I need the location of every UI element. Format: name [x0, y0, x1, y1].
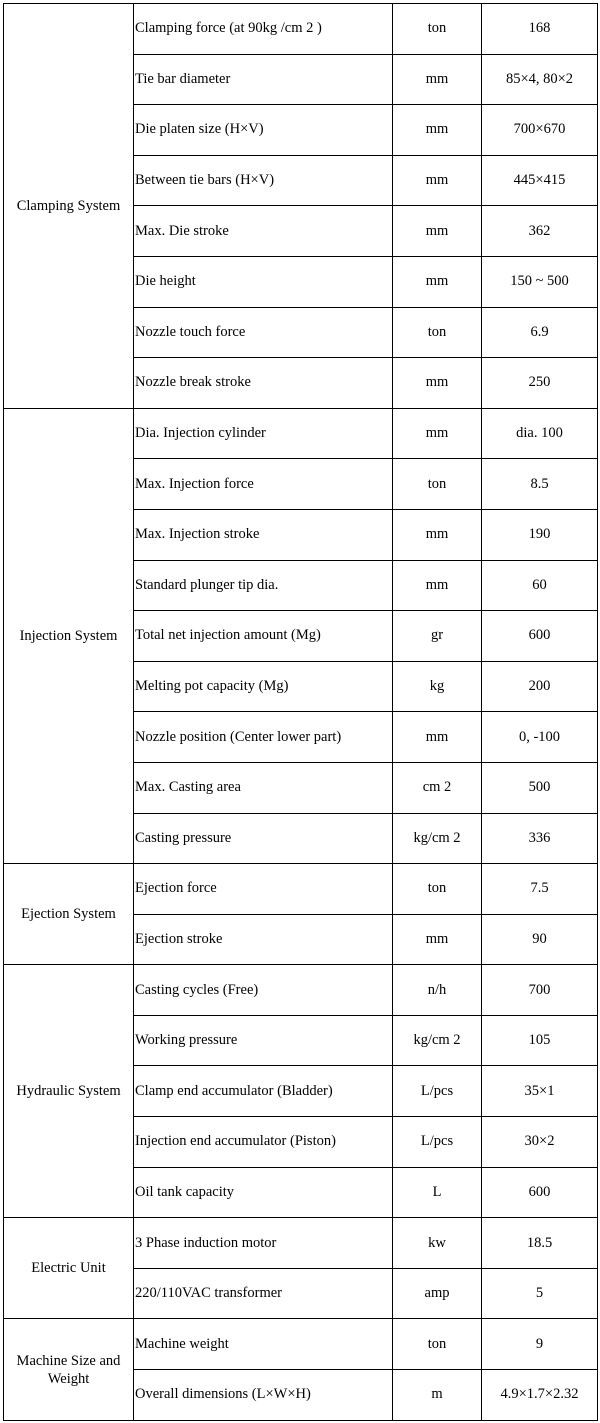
unit-cell: L/pcs — [393, 1066, 482, 1117]
unit-cell: mm — [393, 105, 482, 156]
value-cell: 60 — [482, 560, 598, 611]
parameter-cell: Nozzle position (Center lower part) — [134, 712, 393, 763]
parameter-cell: Clamping force (at 90kg /cm 2 ) — [134, 4, 393, 55]
value-cell: 5 — [482, 1268, 598, 1319]
value-cell: 362 — [482, 206, 598, 257]
unit-cell: kg — [393, 661, 482, 712]
value-cell: 0, -100 — [482, 712, 598, 763]
parameter-cell: Die height — [134, 256, 393, 307]
parameter-cell: Injection end accumulator (Piston) — [134, 1117, 393, 1168]
unit-cell: gr — [393, 611, 482, 662]
parameter-cell: Max. Die stroke — [134, 206, 393, 257]
unit-cell: mm — [393, 54, 482, 105]
value-cell: 7.5 — [482, 864, 598, 915]
value-cell: 30×2 — [482, 1117, 598, 1168]
unit-cell: m — [393, 1370, 482, 1421]
parameter-cell: Melting pot capacity (Mg) — [134, 661, 393, 712]
parameter-cell: Die platen size (H×V) — [134, 105, 393, 156]
value-cell: 8.5 — [482, 459, 598, 510]
value-cell: 6.9 — [482, 307, 598, 358]
value-cell: 85×4, 80×2 — [482, 54, 598, 105]
unit-cell: kg/cm 2 — [393, 1015, 482, 1066]
group-label: Ejection System — [4, 864, 134, 965]
parameter-cell: Machine weight — [134, 1319, 393, 1370]
table-row — [4, 965, 598, 1016]
parameter-cell: Overall dimensions (L×W×H) — [134, 1370, 393, 1421]
parameter-cell: 220/110VAC transformer — [134, 1268, 393, 1319]
unit-cell: mm — [393, 509, 482, 560]
value-cell: 18.5 — [482, 1218, 598, 1269]
value-cell: 105 — [482, 1015, 598, 1066]
unit-cell: kg/cm 2 — [393, 813, 482, 864]
value-cell: 500 — [482, 762, 598, 813]
value-cell: dia. 100 — [482, 408, 598, 459]
value-cell: 150 ~ 500 — [482, 256, 598, 307]
unit-cell: L/pcs — [393, 1117, 482, 1168]
table-row — [4, 1319, 598, 1370]
parameter-cell: 3 Phase induction motor — [134, 1218, 393, 1269]
spec-table — [3, 3, 598, 1421]
unit-cell: ton — [393, 459, 482, 510]
unit-cell: mm — [393, 408, 482, 459]
group-label: Machine Size and Weight — [4, 1319, 134, 1420]
unit-cell: amp — [393, 1268, 482, 1319]
parameter-cell: Standard plunger tip dia. — [134, 560, 393, 611]
unit-cell: mm — [393, 256, 482, 307]
spec-table-body — [4, 4, 598, 1421]
table-row — [4, 408, 598, 459]
group-label: Hydraulic System — [4, 965, 134, 1218]
parameter-cell: Tie bar diameter — [134, 54, 393, 105]
parameter-cell: Ejection stroke — [134, 914, 393, 965]
parameter-cell: Nozzle break stroke — [134, 358, 393, 409]
parameter-cell: Clamp end accumulator (Bladder) — [134, 1066, 393, 1117]
unit-cell: mm — [393, 560, 482, 611]
value-cell: 168 — [482, 4, 598, 55]
value-cell: 700×670 — [482, 105, 598, 156]
unit-cell: mm — [393, 358, 482, 409]
unit-cell: ton — [393, 864, 482, 915]
value-cell: 35×1 — [482, 1066, 598, 1117]
group-label: Clamping System — [4, 4, 134, 409]
unit-cell: n/h — [393, 965, 482, 1016]
value-cell: 250 — [482, 358, 598, 409]
unit-cell: mm — [393, 206, 482, 257]
value-cell: 9 — [482, 1319, 598, 1370]
parameter-cell: Max. Injection stroke — [134, 509, 393, 560]
value-cell: 445×415 — [482, 155, 598, 206]
value-cell: 700 — [482, 965, 598, 1016]
parameter-cell: Working pressure — [134, 1015, 393, 1066]
unit-cell: mm — [393, 914, 482, 965]
unit-cell: cm 2 — [393, 762, 482, 813]
unit-cell: L — [393, 1167, 482, 1218]
unit-cell: kw — [393, 1218, 482, 1269]
parameter-cell: Total net injection amount (Mg) — [134, 611, 393, 662]
table-row — [4, 4, 598, 55]
parameter-cell: Nozzle touch force — [134, 307, 393, 358]
table-row — [4, 1218, 598, 1269]
value-cell: 190 — [482, 509, 598, 560]
parameter-cell: Dia. Injection cylinder — [134, 408, 393, 459]
value-cell: 4.9×1.7×2.32 — [482, 1370, 598, 1421]
unit-cell: mm — [393, 155, 482, 206]
value-cell: 200 — [482, 661, 598, 712]
parameter-cell: Casting pressure — [134, 813, 393, 864]
parameter-cell: Max. Casting area — [134, 762, 393, 813]
value-cell: 336 — [482, 813, 598, 864]
value-cell: 90 — [482, 914, 598, 965]
unit-cell: mm — [393, 712, 482, 763]
parameter-cell: Between tie bars (H×V) — [134, 155, 393, 206]
group-label: Electric Unit — [4, 1218, 134, 1319]
unit-cell: ton — [393, 307, 482, 358]
value-cell: 600 — [482, 611, 598, 662]
value-cell: 600 — [482, 1167, 598, 1218]
table-row — [4, 864, 598, 915]
group-label: Injection System — [4, 408, 134, 863]
parameter-cell: Max. Injection force — [134, 459, 393, 510]
parameter-cell: Casting cycles (Free) — [134, 965, 393, 1016]
parameter-cell: Ejection force — [134, 864, 393, 915]
unit-cell: ton — [393, 4, 482, 55]
parameter-cell: Oil tank capacity — [134, 1167, 393, 1218]
unit-cell: ton — [393, 1319, 482, 1370]
